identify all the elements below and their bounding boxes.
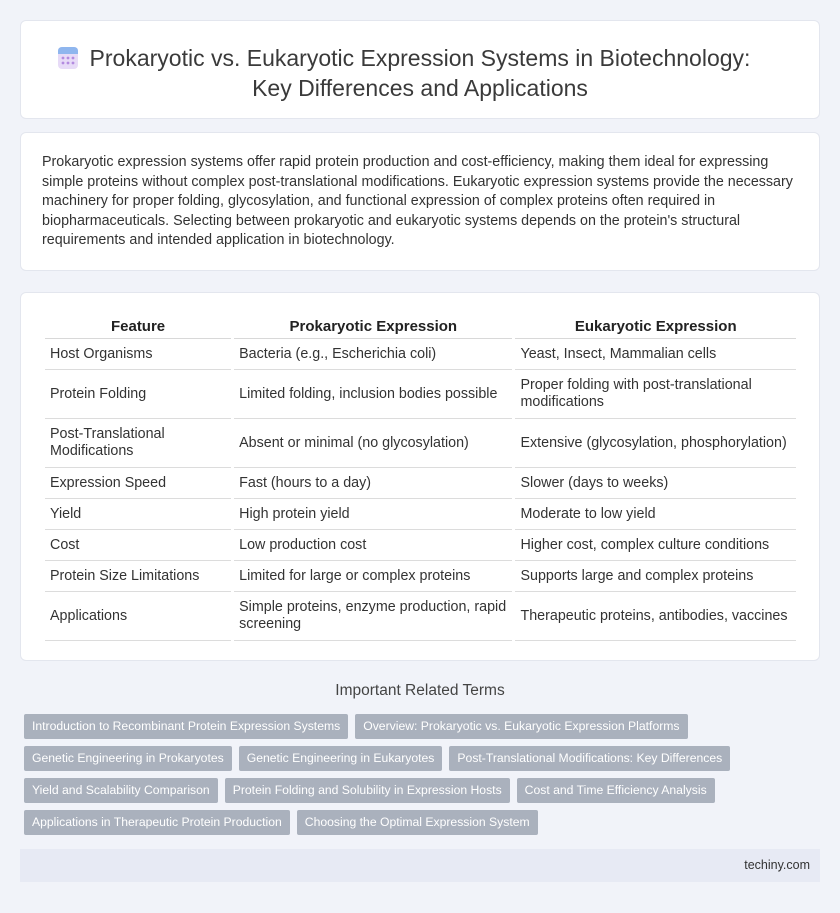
- related-tag-link[interactable]: Genetic Engineering in Eukaryotes: [239, 746, 443, 771]
- table-row: [45, 370, 796, 419]
- table-row: [45, 561, 796, 592]
- table-cell: Moderate to low yield: [515, 499, 796, 530]
- table-cell: Simple proteins, enzyme production, rapid screening: [234, 592, 512, 641]
- table-cell: Limited for large or complex proteins: [234, 561, 512, 592]
- table-cell: Yeast, Insect, Mammalian cells: [515, 339, 796, 370]
- table-cell: Extensive (glycosylation, phosphorylation): [515, 419, 796, 468]
- page-title-line-1: Prokaryotic vs. Eukaryotic Expression Systems in Biotechnology:: [89, 45, 751, 71]
- footer-site-link[interactable]: techiny.com: [744, 858, 810, 872]
- table-cell: Fast (hours to a day): [234, 468, 512, 499]
- table-cell: Applications: [45, 592, 231, 641]
- related-tag-link[interactable]: Overview: Prokaryotic vs. Eukaryotic Expression Platforms: [355, 714, 687, 739]
- footer: [20, 849, 820, 882]
- related-tag-link[interactable]: Introduction to Recombinant Protein Expression Systems: [24, 714, 348, 739]
- table-cell: Low production cost: [234, 530, 512, 561]
- table-row: [45, 592, 796, 641]
- table-cell: Limited folding, inclusion bodies possible: [234, 370, 512, 419]
- header-feature: Feature: [45, 311, 231, 339]
- page-title-line-2: Key Differences and Applications: [252, 75, 588, 101]
- page-title: [21, 43, 819, 103]
- related-tag-link[interactable]: Protein Folding and Solubility in Expression Hosts: [225, 778, 510, 803]
- related-terms-title: Important Related Terms: [335, 682, 505, 699]
- related-tag-link[interactable]: Genetic Engineering in Prokaryotes: [24, 746, 232, 771]
- header-eukaryotic: Eukaryotic Expression: [515, 311, 796, 339]
- table-row: [45, 339, 796, 370]
- table-header-row: [45, 311, 796, 339]
- related-tags-row-3: [24, 778, 715, 803]
- comparison-table: [42, 311, 799, 641]
- table-cell: Bacteria (e.g., Escherichia coli): [234, 339, 512, 370]
- table-row: [45, 468, 796, 499]
- table-row: [45, 419, 796, 468]
- related-tag-link[interactable]: Post-Translational Modifications: Key Differences: [449, 746, 730, 771]
- table-cell: Expression Speed: [45, 468, 231, 499]
- table-row: [45, 499, 796, 530]
- related-tag-link[interactable]: Yield and Scalability Comparison: [24, 778, 218, 803]
- related-tag-link[interactable]: Applications in Therapeutic Protein Production: [24, 810, 290, 835]
- table-cell: Protein Size Limitations: [45, 561, 231, 592]
- related-tags-row-1: [24, 714, 688, 739]
- table-cell: Yield: [45, 499, 231, 530]
- table-cell: Post-Translational Modifications: [45, 419, 231, 468]
- table-cell: Absent or minimal (no glycosylation): [234, 419, 512, 468]
- intro-card: [20, 132, 820, 271]
- title-card: [20, 20, 820, 119]
- table-cell: Higher cost, complex culture conditions: [515, 530, 796, 561]
- header-prokaryotic: Prokaryotic Expression: [234, 311, 512, 339]
- table-cell: Slower (days to weeks): [515, 468, 796, 499]
- related-tag-link[interactable]: Cost and Time Efficiency Analysis: [517, 778, 715, 803]
- related-tags-row-2: [24, 746, 730, 771]
- table-cell: High protein yield: [234, 499, 512, 530]
- table-cell: Cost: [45, 530, 231, 561]
- table-cell: Proper folding with post-translational modifications: [515, 370, 796, 419]
- table-cell: Host Organisms: [45, 339, 231, 370]
- table-cell: Supports large and complex proteins: [515, 561, 796, 592]
- related-tags-row-4: [24, 810, 538, 835]
- table-cell: Protein Folding: [45, 370, 231, 419]
- table-cell: Therapeutic proteins, antibodies, vaccines: [515, 592, 796, 641]
- comparison-table-card: [20, 292, 820, 661]
- related-tag-link[interactable]: Choosing the Optimal Expression System: [297, 810, 538, 835]
- table-row: [45, 530, 796, 561]
- intro-paragraph: Prokaryotic expression systems offer rapid protein production and cost-efficiency, making them ideal for expressing simple proteins without complex post-translational modifications. Eukaryotic expression systems provide the necessary machinery for proper folding, glycosylation, and functional expression of complex proteins often required in biopharmaceuticals. Selecting between prokaryotic and eukaryotic systems depends on the protein's structural requirements and intended application in biotechnology.: [42, 154, 793, 248]
